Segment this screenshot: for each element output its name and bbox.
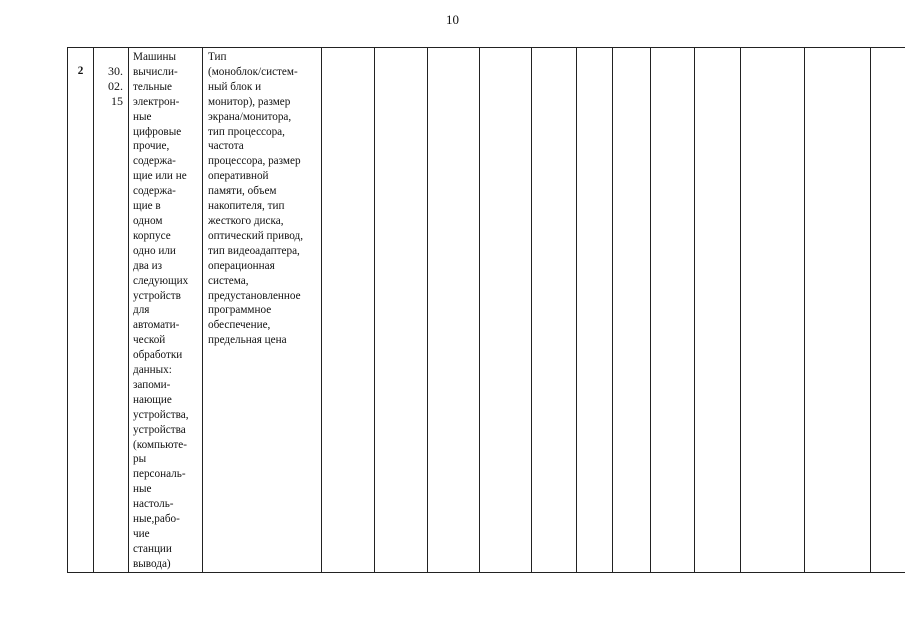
name-line: устройств (133, 289, 181, 302)
page-number: 10 (446, 12, 459, 27)
empty-cell (375, 48, 428, 573)
name-line: цифровые (133, 125, 182, 138)
characteristics-line: обеспечение, (208, 319, 271, 332)
code-line: 02. (108, 78, 123, 93)
table-row (68, 48, 905, 573)
name-line: автомати- (133, 319, 180, 332)
name-line: одном (133, 214, 163, 227)
name-line: два из (133, 259, 162, 272)
name-line: электрон- (133, 95, 180, 108)
characteristics-line: система, (208, 274, 249, 287)
name-line: прочие, (133, 140, 170, 153)
name-line: ры (133, 453, 147, 466)
characteristics-line: предустановленное (208, 289, 301, 302)
name-line: нающие (133, 393, 172, 406)
name-line: вычисли- (133, 65, 178, 78)
characteristics-line: тип процессора, (208, 125, 285, 138)
name-line: настоль- (133, 498, 174, 511)
characteristics-line: Тип (208, 51, 227, 63)
name-line: содержа- (133, 185, 176, 198)
characteristics-line: накопителя, тип (208, 200, 285, 213)
name-line: персональ- (133, 468, 186, 481)
characteristics-line: ный блок и (208, 80, 262, 93)
characteristics-line: оперативной (208, 170, 269, 183)
code-line: 30. (108, 64, 123, 78)
characteristics-line: процессора, размер (208, 155, 301, 168)
name-line: следующих (133, 274, 189, 287)
name-line: одно или (133, 244, 176, 257)
name-line: ческой (133, 334, 166, 347)
row-number: 2 (77, 65, 84, 77)
name-line: Машины (133, 51, 177, 63)
name-line: запоми- (133, 378, 171, 391)
name-line: корпусе (133, 229, 171, 242)
name-line: для (133, 304, 150, 317)
empty-cell (322, 48, 375, 573)
empty-cell (805, 48, 871, 573)
characteristics-line: тип видеоадаптера, (208, 244, 300, 257)
empty-cell (428, 48, 480, 573)
characteristics-line: предельная цена (208, 334, 287, 347)
empty-cell (871, 48, 905, 573)
characteristics-line: памяти, объем (208, 185, 277, 198)
empty-cell (480, 48, 532, 573)
name-line: щие или не (133, 170, 187, 183)
name-line: станции (133, 542, 172, 555)
empty-cell (577, 48, 613, 573)
name-line: щие в (133, 200, 161, 213)
characteristics-line: частота (208, 140, 244, 153)
empty-cell (532, 48, 577, 573)
characteristics-line: экрана/монитора, (208, 110, 292, 123)
characteristics-cell (203, 48, 322, 573)
empty-cell (613, 48, 651, 573)
name-line: ные (133, 110, 152, 123)
product-name-cell (129, 48, 203, 573)
name-line: ные,рабо- (133, 513, 180, 526)
characteristics-line: жесткого диска, (208, 214, 284, 227)
empty-cell (651, 48, 695, 573)
characteristics-line: программное (208, 304, 272, 317)
specification-table (67, 47, 905, 573)
name-line: ные (133, 483, 152, 496)
classification-code-cell (94, 48, 129, 573)
name-line: содержа- (133, 155, 176, 168)
empty-cell (695, 48, 741, 573)
characteristics-line: монитор), размер (208, 95, 291, 108)
name-line: (компьюте- (133, 438, 187, 451)
characteristics-line: оптический привод, (208, 229, 304, 242)
name-line: вывода) (133, 557, 171, 570)
name-line: данных: (133, 364, 172, 377)
characteristics-line: (моноблок/систем- (208, 65, 298, 78)
empty-cell (741, 48, 805, 573)
row-number-cell (68, 48, 94, 573)
name-line: обработки (133, 349, 183, 362)
name-line: тельные (133, 80, 173, 93)
name-line: устройства (133, 423, 186, 436)
code-line: 15 (111, 93, 123, 108)
characteristics-line: операционная (208, 259, 275, 272)
name-line: устройства, (133, 408, 189, 421)
name-line: чие (133, 528, 150, 540)
